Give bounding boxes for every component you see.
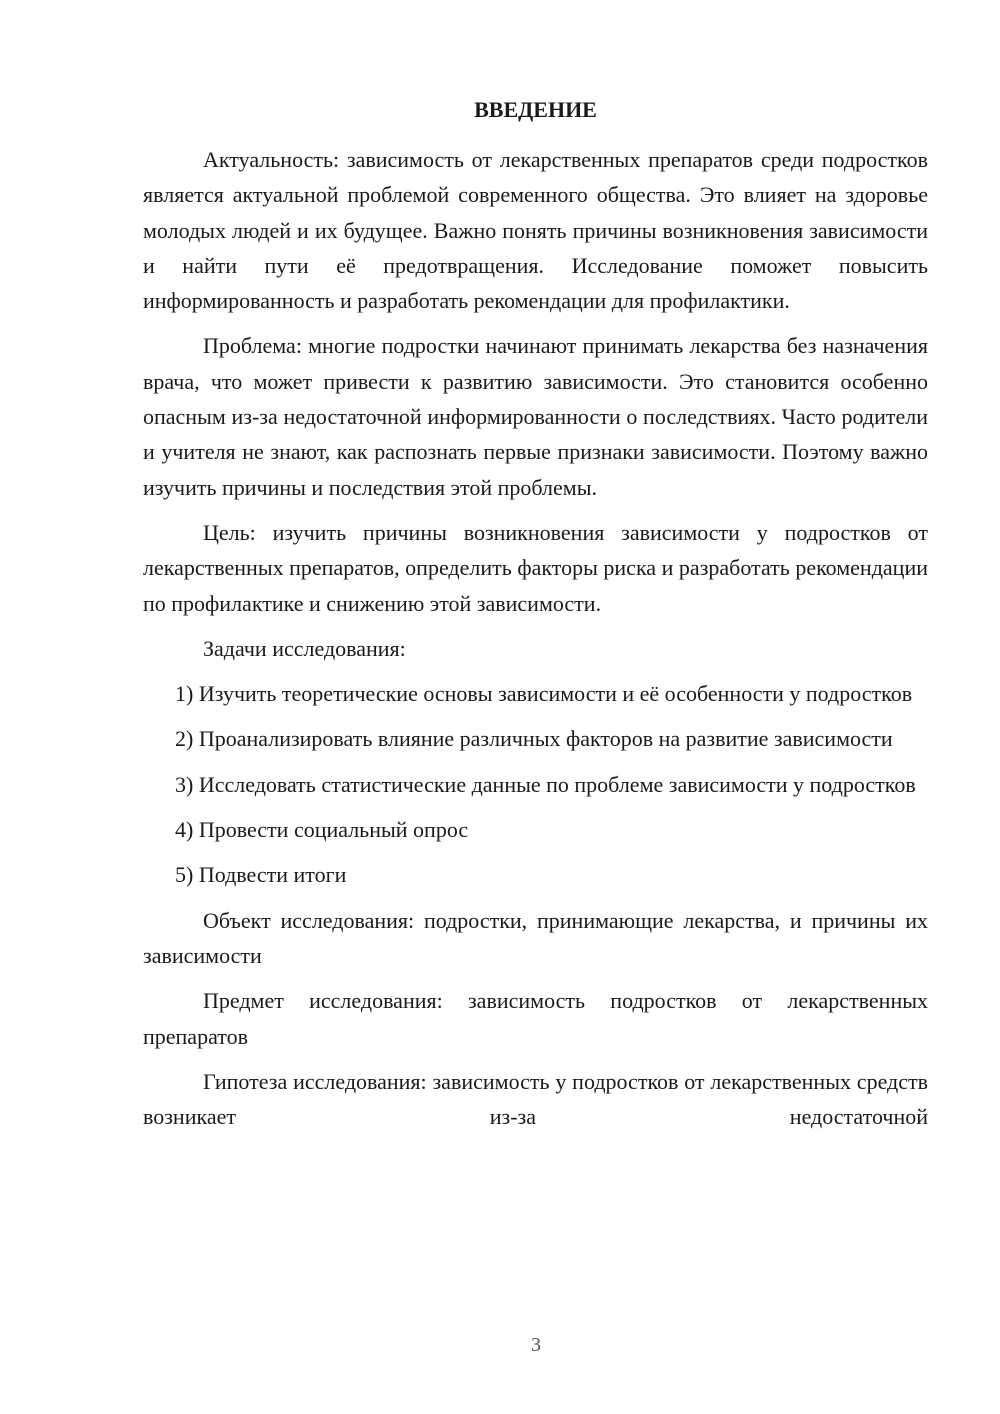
task-item-3: 3) Исследовать статистические данные по проблеме зависимости у подростков — [175, 771, 916, 797]
paragraph-object: Объект исследования: подростки, принимающие лекарства, и причины их зависимости — [143, 907, 928, 968]
page-number: 3 — [531, 1334, 541, 1356]
task-item-5: 5) Подвести итоги — [175, 862, 347, 888]
task-item-4: 4) Провести социальный опрос — [175, 817, 469, 843]
paragraph-relevance: Актуальность: зависимость от лекарственных препаратов среди подростков является актуальной проблемой современного общества. Это влияет на здоровье молодых людей и их будущее. Важно понять причины возникновения зависимости и найти пути её предотвращения. Исследование поможет повысить информированность и разработать рекомендации для профилактики. — [143, 147, 928, 314]
paragraph-hypothesis: Гипотеза исследования: зависимость у подростков от лекарственных средств возникает из-за недостаточной — [143, 1068, 928, 1130]
document-body — [143, 142, 928, 1144]
task-item-2: 2) Проанализировать влияние различных факторов на развитие зависимости — [175, 726, 893, 752]
paragraph-problem: Проблема: многие подростки начинают принимать лекарства без назначения врача, что может привести к развитию зависимости. Это становится особенно опасным из-за недостаточной информированности о последствиях. Часто родители и учителя не знают, как распознать первые признаки зависимости. Поэтому важно изучить причины и последствия этой проблемы. — [143, 333, 928, 500]
section-title: ВВЕДЕНИЕ — [474, 97, 597, 122]
tasks-heading: Задачи исследования: — [203, 635, 406, 661]
paragraph-goal: Цель: изучить причины возникновения зависимости у подростков от лекарственных препаратов, определить факторы риска и разработать рекомендации по профилактике и снижению этой зависимости. — [143, 519, 928, 616]
paragraph-subject: Предмет исследования: зависимость подростков от лекарственных препаратов — [143, 988, 928, 1049]
task-item-1: 1) Изучить теоретические основы зависимости и её особенности у подростков — [175, 681, 913, 707]
